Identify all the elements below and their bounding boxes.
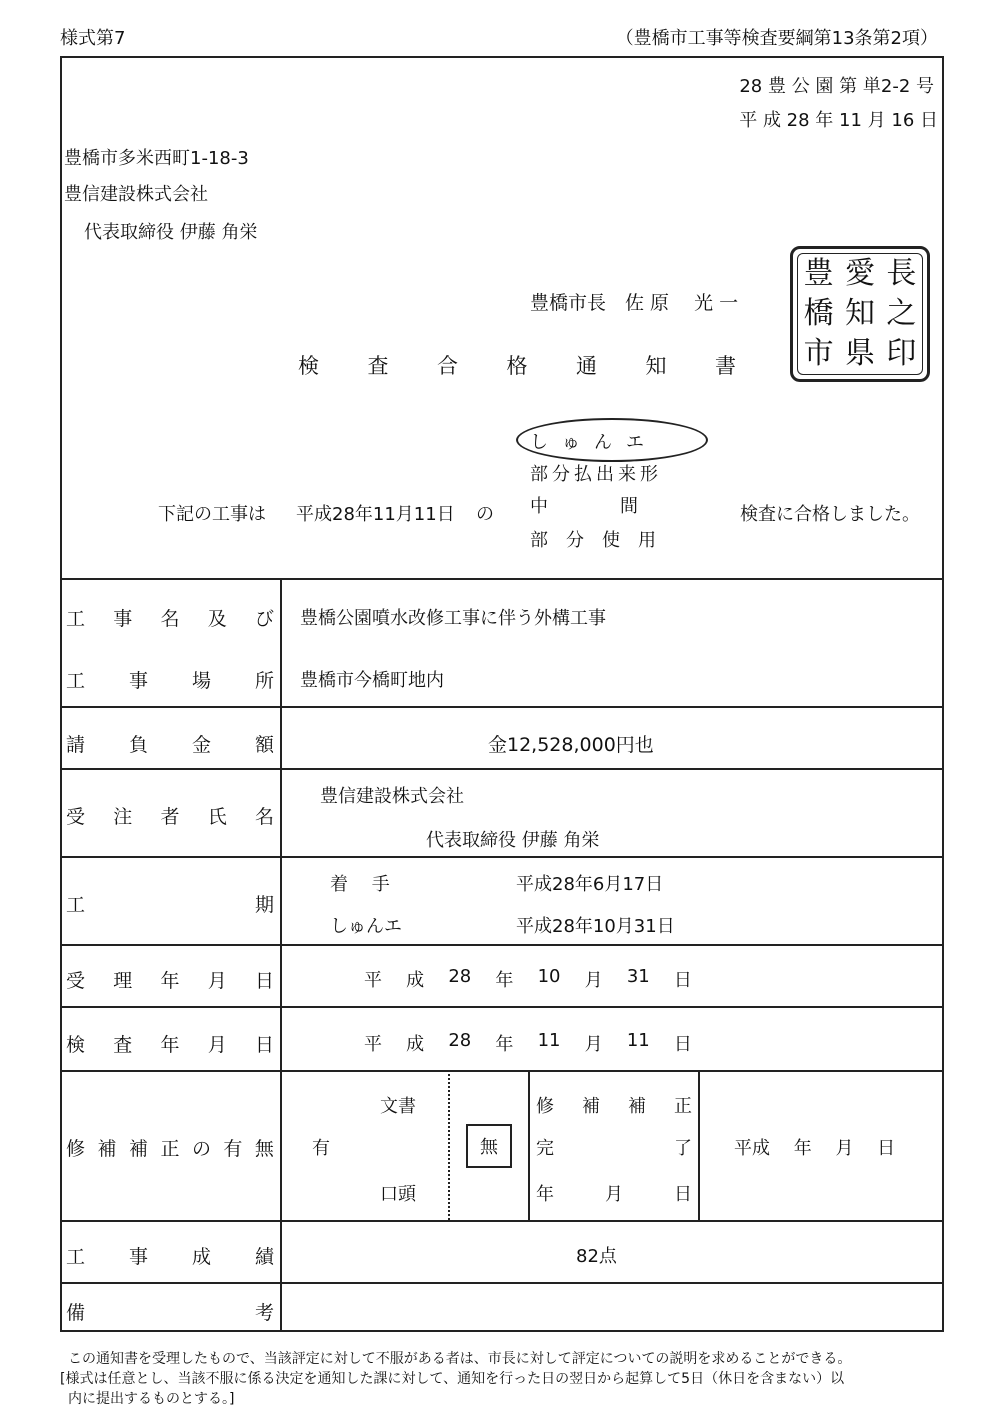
label-char: 受 bbox=[66, 806, 86, 828]
repair-yes: 有 bbox=[312, 1138, 330, 1159]
work-name-value: 豊橋公園噴水改修工事に伴う外構工事 bbox=[300, 608, 606, 629]
repair-correction-label bbox=[536, 1092, 692, 1118]
form-number: 様式第7 bbox=[60, 28, 126, 49]
row-divider bbox=[60, 944, 944, 946]
label-char: 日 bbox=[254, 1034, 274, 1056]
contractor-representative: 代表取締役 伊藤 角栄 bbox=[426, 830, 600, 851]
inspection-date: 平成28年11月11日 bbox=[296, 504, 455, 525]
seal-char: 橋 bbox=[803, 296, 834, 331]
label-char: 査 bbox=[113, 1034, 133, 1056]
row-divider bbox=[60, 1006, 944, 1008]
row-divider bbox=[60, 706, 944, 708]
repair-completion-label bbox=[536, 1134, 692, 1160]
repair-dotted-divider bbox=[448, 1070, 450, 1220]
label-char: 無 bbox=[254, 1138, 274, 1160]
period-end-date: 平成28年10月31日 bbox=[516, 916, 675, 937]
repair-no: 無 bbox=[480, 1137, 498, 1158]
date-part: 11 bbox=[537, 1030, 561, 1051]
seal-char: 市 bbox=[803, 336, 834, 371]
date-part: 日 bbox=[673, 1034, 692, 1055]
official-seal bbox=[790, 246, 930, 382]
label-char: 事 bbox=[113, 608, 133, 630]
label-char: 負 bbox=[128, 734, 148, 756]
period-start-label: 着 手 bbox=[330, 874, 390, 895]
date-part: 成 bbox=[406, 1034, 425, 1055]
repair-document: 文書 bbox=[380, 1096, 416, 1117]
statement-suffix: 検査に合格しました。 bbox=[740, 504, 920, 525]
label-contract-amount bbox=[66, 730, 274, 757]
date-part: 日 bbox=[673, 970, 692, 991]
label-char: 場 bbox=[191, 670, 211, 692]
repair-divider bbox=[528, 1070, 530, 1220]
label-char: 備 bbox=[66, 1302, 86, 1324]
label-char: 事 bbox=[128, 670, 148, 692]
label-char: 金 bbox=[191, 734, 211, 756]
option-interim: 中 間 bbox=[530, 496, 638, 517]
label-char: 及 bbox=[207, 608, 227, 630]
label-inspection-date bbox=[66, 1030, 274, 1057]
date-part: 年 bbox=[495, 1034, 514, 1055]
date-part: 28 bbox=[448, 1030, 472, 1051]
date-part: 10 bbox=[537, 966, 561, 987]
label-char: 日 bbox=[254, 970, 274, 992]
seal-char: 長 bbox=[886, 256, 917, 291]
label-char: 完 bbox=[536, 1138, 554, 1159]
title-char: 通 bbox=[576, 354, 597, 378]
title-char: 査 bbox=[367, 354, 389, 378]
date-part: 28 bbox=[448, 966, 472, 987]
period-end-label: しゅんエ bbox=[330, 916, 402, 937]
label-char: 注 bbox=[113, 806, 133, 828]
label-char: 有 bbox=[223, 1138, 243, 1160]
label-char: 補 bbox=[628, 1096, 646, 1117]
document-date: 平 成 28 年 11 月 16 日 bbox=[739, 110, 938, 131]
label-char: 正 bbox=[674, 1096, 692, 1117]
label-char: 年 bbox=[536, 1184, 554, 1205]
label-char: 請 bbox=[66, 734, 86, 756]
label-char: 事 bbox=[128, 1246, 148, 1268]
addressee-address: 豊橋市多米西町1-18-3 bbox=[64, 148, 249, 169]
contractor-company: 豊信建設株式会社 bbox=[320, 786, 464, 807]
date-part: 月 bbox=[584, 1034, 603, 1055]
statement-particle: の bbox=[476, 504, 494, 525]
document-number: 28 豊 公 園 第 単2-2 号 bbox=[739, 76, 934, 97]
label-char: 工 bbox=[66, 1246, 86, 1268]
label-char: 補 bbox=[582, 1096, 600, 1117]
document-title bbox=[298, 350, 736, 380]
date-part: 平 bbox=[364, 970, 382, 991]
row-divider bbox=[60, 1282, 944, 1284]
row-divider bbox=[60, 1220, 944, 1222]
addressee-representative: 代表取締役 伊藤 角栄 bbox=[84, 222, 258, 243]
label-char: 補 bbox=[97, 1138, 117, 1160]
title-char: 格 bbox=[506, 354, 528, 378]
title-char: 書 bbox=[715, 354, 736, 378]
label-repair bbox=[66, 1134, 274, 1161]
table-top-line bbox=[60, 578, 944, 580]
label-char: 受 bbox=[66, 970, 86, 992]
footer-note-2: [様式は任意とし、当該不服に係る決定を通知した課に対して、通知を行った日の翌日から起算して5日（休日を含まない）以 bbox=[60, 1371, 845, 1387]
label-work-period bbox=[66, 890, 274, 917]
label-char: 名 bbox=[254, 806, 274, 828]
seal-char: 県 bbox=[844, 336, 875, 371]
label-char: 日 bbox=[674, 1184, 692, 1205]
repair-no-box bbox=[466, 1124, 512, 1168]
label-char: 氏 bbox=[207, 806, 227, 828]
contract-amount-value: 金12,528,000円也 bbox=[488, 734, 654, 756]
label-char: 工 bbox=[66, 670, 86, 692]
label-char: 修 bbox=[66, 1138, 86, 1160]
label-char: の bbox=[191, 1138, 211, 1160]
period-start-date: 平成28年6月17日 bbox=[516, 874, 664, 895]
label-char: 理 bbox=[113, 970, 133, 992]
label-char: 補 bbox=[128, 1138, 148, 1160]
label-char: 正 bbox=[160, 1138, 180, 1160]
addressee-company: 豊信建設株式会社 bbox=[64, 184, 208, 205]
label-contractor bbox=[66, 802, 274, 829]
label-char: 期 bbox=[254, 894, 274, 916]
title-char: 合 bbox=[437, 354, 458, 378]
title-char: 知 bbox=[645, 354, 667, 378]
row-divider bbox=[60, 856, 944, 858]
footer-note-3: 内に提出するものとする。] bbox=[68, 1391, 235, 1407]
seal-char: 之 bbox=[886, 296, 917, 331]
label-char: 検 bbox=[66, 1034, 86, 1056]
label-char: 月 bbox=[207, 970, 227, 992]
label-char: 年 bbox=[160, 970, 180, 992]
label-char: 成 bbox=[191, 1246, 211, 1268]
issuer-name: 豊橋市長 佐 原 光 一 bbox=[530, 292, 739, 314]
rule-reference: （豊橋市工事等検査要綱第13条第2項） bbox=[615, 28, 938, 49]
label-char: 工 bbox=[66, 894, 86, 916]
date-part: 11 bbox=[626, 1030, 650, 1051]
date-part: 年 bbox=[495, 970, 514, 991]
date-part: 月 bbox=[584, 970, 603, 991]
date-part: 成 bbox=[406, 970, 425, 991]
repair-divider bbox=[698, 1070, 700, 1220]
repair-date-label bbox=[536, 1180, 692, 1206]
label-work-score bbox=[66, 1242, 274, 1269]
label-char: 者 bbox=[160, 806, 180, 828]
repair-oral: 口頭 bbox=[380, 1184, 416, 1205]
label-remarks bbox=[66, 1298, 274, 1325]
date-part: 31 bbox=[626, 966, 650, 987]
label-work-place bbox=[66, 666, 274, 693]
label-char: 績 bbox=[254, 1246, 274, 1268]
label-char: 月 bbox=[605, 1184, 623, 1205]
label-char: 年 bbox=[160, 1034, 180, 1056]
option-partial-payment: 部分払出来形 bbox=[530, 464, 662, 485]
seal-char: 知 bbox=[844, 296, 875, 331]
title-char: 検 bbox=[298, 354, 319, 378]
option-partial-use: 部 分 使 用 bbox=[530, 530, 656, 551]
statement-prefix: 下記の工事は bbox=[158, 504, 266, 525]
footer-note-1: この通知書を受理したもので、当該評定に対して不服がある者は、市長に対して評定についての説明を求めることができる。 bbox=[68, 1351, 852, 1367]
seal-char: 愛 bbox=[844, 256, 875, 291]
seal-char: 印 bbox=[886, 336, 917, 371]
label-char: び bbox=[254, 608, 274, 630]
work-place-value: 豊橋市今橋町地内 bbox=[300, 670, 444, 691]
label-char: 考 bbox=[254, 1302, 274, 1324]
label-work-name bbox=[66, 604, 274, 631]
seal-char: 豊 bbox=[803, 256, 834, 291]
option-completion: しゅんエ bbox=[530, 432, 658, 453]
label-column-divider bbox=[280, 578, 282, 1332]
label-char: 修 bbox=[536, 1096, 554, 1117]
work-score-value: 82点 bbox=[576, 1246, 617, 1267]
label-char: 名 bbox=[160, 608, 180, 630]
label-char: 了 bbox=[674, 1138, 692, 1159]
repair-completion-date: 平成 年 月 日 bbox=[734, 1138, 896, 1159]
label-char: 月 bbox=[207, 1034, 227, 1056]
row-divider bbox=[60, 768, 944, 770]
label-received-date bbox=[66, 966, 274, 993]
label-char: 工 bbox=[66, 608, 86, 630]
received-date-value bbox=[364, 966, 692, 992]
label-char: 所 bbox=[254, 670, 274, 692]
label-char: 額 bbox=[254, 734, 274, 756]
inspection-date-value bbox=[364, 1030, 692, 1056]
date-part: 平 bbox=[364, 1034, 382, 1055]
row-divider bbox=[60, 1070, 944, 1072]
